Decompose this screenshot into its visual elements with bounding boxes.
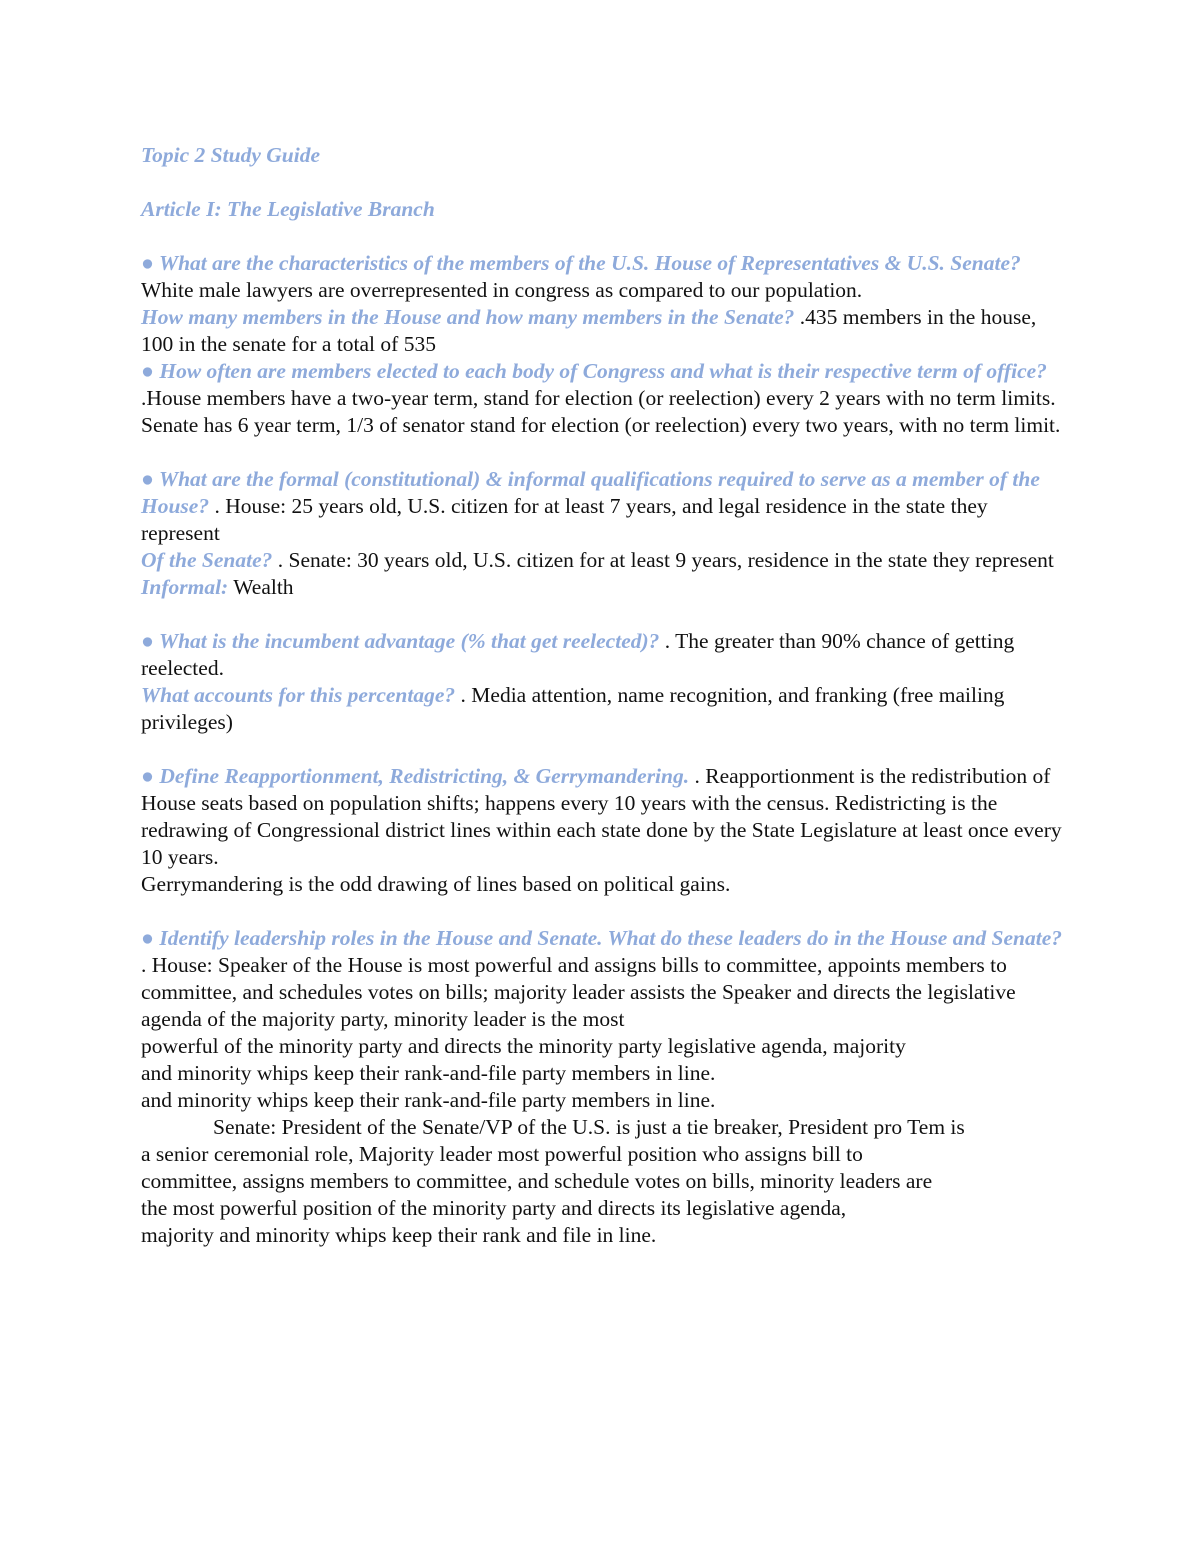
answer-line: majority and minority whips keep their rank and file in line. [141,1223,657,1247]
answer-text: . Media attention, name recognition, and franking (free mailing privileges) [141,683,1005,734]
qa-block-informal [141,574,1066,601]
section-heading [141,196,1066,223]
answer-line-gerrymandering: Gerrymandering is the odd drawing of lines based on political gains. [141,872,731,896]
answer-line-senate [141,1114,1066,1141]
document-title [141,142,1066,169]
qa-block-reapportionment [141,763,1066,871]
document-page [141,142,1066,1249]
answer-text: .435 members in the house, 100 in the senate for a total of 535 [141,305,1037,356]
spacer [141,223,1066,250]
spacer [141,169,1066,196]
question-text: ● What are the formal (constitutional) & informal qualifications required to serve as a member of the House? [141,467,1040,518]
answer-text: Senate: President of the Senate/VP of the U.S. is just a tie breaker, President pro Tem is [213,1115,965,1139]
title-text: Topic 2 Study Guide [141,143,320,167]
qa-block-term-of-office [141,358,1066,439]
qa-block-qualifications-house [141,466,1066,547]
subtitle-text: Article I: The Legislative Branch [141,197,435,221]
qa-block-incumbent-advantage [141,628,1066,682]
spacer [141,439,1066,466]
qa-block-leadership [141,925,1066,1033]
question-text: ● Identify leadership roles in the House and Senate. What do these leaders do in the House and Senate? [141,926,1063,950]
answer-line: powerful of the minority party and directs the minority party legislative agenda, majority [141,1034,906,1058]
spacer [141,898,1066,925]
qa-block-member-count [141,304,1066,358]
question-text: ● Define Reapportionment, Redistricting, & Gerrymandering. [141,764,690,788]
answer-text: Wealth [228,575,294,599]
qa-block-percentage-reasons [141,682,1066,736]
question-text: ● What is the incumbent advantage (% that get reelected)? [141,629,660,653]
answer-line: a senior ceremonial role, Majority leader most powerful position who assigns bill to [141,1142,863,1166]
answer-line: and minority whips keep their rank-and-file party members in line. [141,1061,716,1085]
answer-line: the most powerful position of the minority party and directs its legislative agenda, [141,1196,847,1220]
answer-text: White male lawyers are overrepresented in congress as compared to our population. [141,278,863,302]
answer-line: committee, assigns members to committee, and schedule votes on bills, minority leaders are [141,1169,933,1193]
answer-line: and minority whips keep their rank-and-file party members in line. [141,1088,716,1112]
question-text: Informal: [141,575,229,599]
qa-block-characteristics [141,250,1066,304]
spacer [141,601,1066,628]
answer-text: . House: Speaker of the House is most powerful and assigns bills to committee, appoints members to committee, and schedules votes on bills; majority leader assists the Speaker and directs the legislative agenda of the majority party, minority leader is the most [141,953,1016,1031]
question-text: ● What are the characteristics of the members of the U.S. House of Representatives & U.S. Senate? [141,251,1021,275]
question-text: How many members in the House and how many members in the Senate? [141,305,795,329]
question-text: What accounts for this percentage? [141,683,456,707]
question-text: ● How often are members elected to each body of Congress and what is their respective term of office? [141,359,1047,383]
answer-text: . Senate: 30 years old, U.S. citizen for at least 9 years, residence in the state they represent [272,548,1054,572]
answer-text: . House: 25 years old, U.S. citizen for at least 7 years, and legal residence in the state they represent [141,494,988,545]
answer-text: . The greater than 90% chance of getting reelected. [141,629,1015,680]
answer-text: .House members have a two-year term, stand for election (or reelection) every 2 years with no term limits. Senate has 6 year term, 1/3 of senator stand for election (or reelection) every two years, with no term limit. [141,386,1061,437]
qa-block-qualifications-senate [141,547,1066,574]
answer-text: . Reapportionment is the redistribution of House seats based on population shifts; happens every 10 years with the census. Redistricting is the redrawing of Congressional district lines within each state done by the State Legislature at least once every 10 years. [141,764,1062,869]
question-text: Of the Senate? [141,548,273,572]
spacer [141,736,1066,763]
